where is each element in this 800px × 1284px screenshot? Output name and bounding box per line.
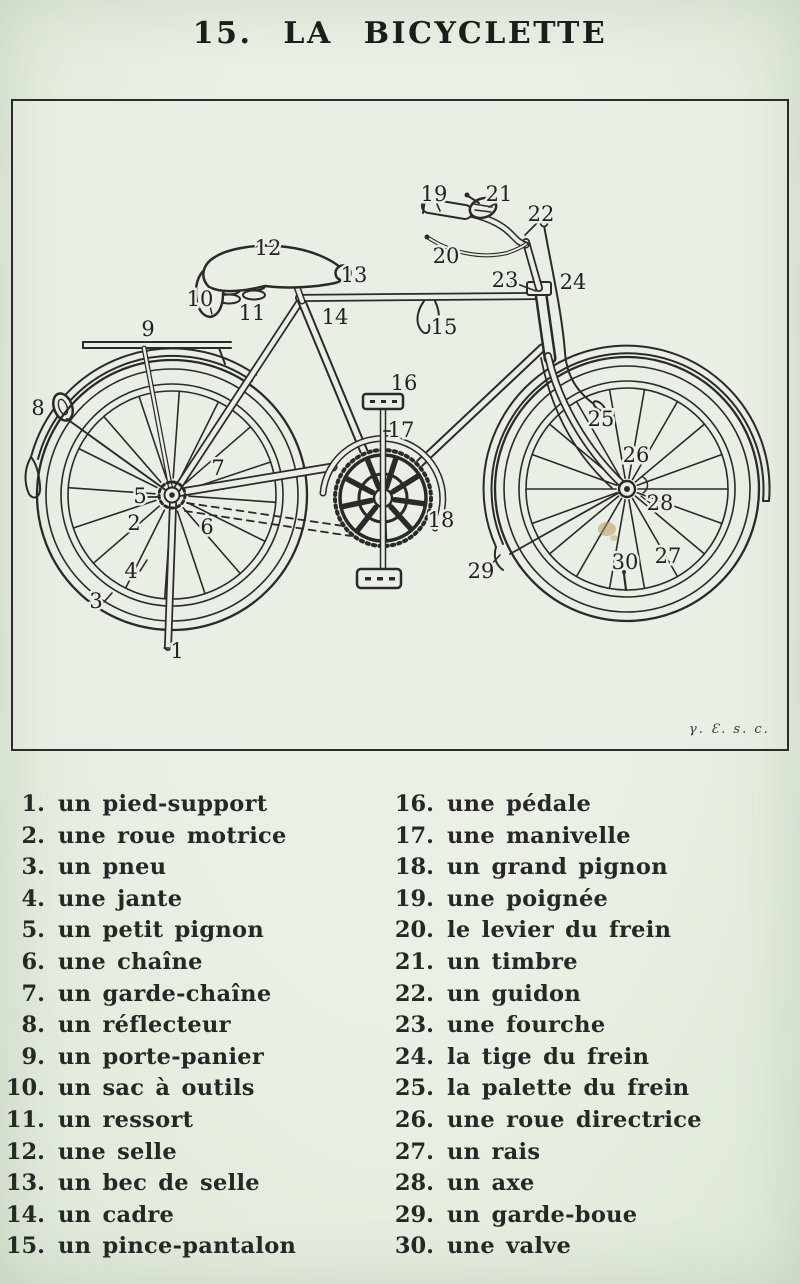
vocab-item [0, 949, 388, 981]
vocab-item [0, 1139, 388, 1171]
figure-callout-number: 17 [387, 418, 415, 442]
figure-callout-number: 27 [654, 544, 682, 568]
figure-callout-number: 13 [340, 263, 368, 287]
vocab-term: une valve [447, 1233, 572, 1260]
vocab-item [0, 886, 388, 918]
vocab-item [393, 917, 798, 949]
pedal-top [370, 400, 375, 403]
vocab-number: 24. [394, 1043, 434, 1070]
vocab-term: une roue motrice [58, 822, 287, 849]
vocab-term: une poignée [447, 885, 609, 912]
vocab-term: un axe [447, 1170, 535, 1197]
vocab-number: 4. [21, 885, 45, 912]
vocab-number: 14. [5, 1201, 45, 1228]
front-hub [624, 486, 630, 492]
figure-callout-number: 4 [124, 559, 138, 583]
figure-callout-number: 23 [491, 268, 519, 292]
figure-frame [11, 99, 789, 751]
trouser-clip [417, 301, 429, 333]
seat-stay [175, 300, 301, 492]
vocab-term: un garde-chaîne [58, 980, 272, 1007]
figure-signature: γ. Ɛ. s. c. [689, 722, 770, 737]
brake-lever [425, 235, 430, 240]
vocab-number: 25. [394, 1075, 434, 1102]
figure-callout-number: 25 [587, 407, 615, 431]
vocab-term: une fourche [447, 1012, 606, 1039]
vocab-number: 26. [394, 1106, 434, 1133]
vocab-item [393, 1044, 798, 1076]
spoke-line [189, 496, 276, 502]
vocab-number: 6. [21, 948, 45, 975]
vocab-item [0, 791, 388, 823]
vocab-number: 15. [5, 1233, 45, 1260]
vocab-number: 2. [21, 822, 45, 849]
vocab-item [393, 1107, 798, 1139]
page-title: 15. LA BICYCLETTE [192, 16, 608, 51]
vocab-item [393, 791, 798, 823]
vocab-item [0, 1044, 388, 1076]
pedal-top [381, 400, 386, 403]
vocab-number: 1. [21, 791, 45, 817]
vocab-term: une manivelle [447, 822, 631, 849]
vocab-number: 11. [5, 1106, 45, 1133]
figure-callout-number: 21 [485, 182, 513, 206]
vocab-term: un garde-boue [447, 1201, 638, 1228]
vocab-number: 27. [394, 1138, 434, 1165]
vocab-number: 13. [5, 1170, 45, 1197]
figure-callout-number: 30 [611, 550, 639, 574]
vocabulary-list-left [0, 791, 388, 1265]
figure-callout-number: 19 [420, 182, 448, 206]
figure-callout-number: 1 [170, 639, 184, 663]
vocab-term: le levier du frein [447, 917, 672, 944]
bicycle-figure [13, 101, 787, 749]
figure-callout-number: 8 [31, 396, 45, 420]
vocab-term: un grand pignon [447, 854, 668, 881]
vocab-term: un porte-panier [58, 1043, 265, 1070]
vocab-term: la tige du frein [447, 1043, 650, 1070]
vocab-item [0, 1107, 388, 1139]
vocab-number: 17. [394, 822, 434, 849]
vocab-item [393, 1012, 798, 1044]
vocab-item [0, 854, 388, 886]
pedal-bottom [389, 577, 395, 581]
pedal-top [392, 400, 397, 403]
vocab-number: 3. [21, 854, 45, 881]
vocab-term: une chaîne [58, 948, 203, 975]
vocab-term: un rais [447, 1138, 541, 1165]
vocab-number: 9. [21, 1043, 45, 1070]
vocab-term: un réflecteur [58, 1012, 231, 1039]
spoke-line [104, 417, 161, 483]
vocab-term: la palette du frein [447, 1075, 690, 1102]
vocab-item [0, 1202, 388, 1234]
vocab-number: 28. [394, 1170, 434, 1197]
vocab-term: un pneu [58, 854, 167, 881]
figure-callout-number: 12 [254, 236, 282, 260]
rear-hub [169, 492, 175, 498]
vocab-number: 22. [394, 980, 434, 1007]
vocab-number: 29. [394, 1201, 434, 1228]
vocab-item [393, 823, 798, 855]
figure-callout-number: 9 [141, 317, 155, 341]
vocab-number: 16. [394, 791, 434, 817]
vocab-number: 12. [5, 1138, 45, 1165]
saddle-spring [243, 291, 265, 300]
vocab-term: une jante [58, 885, 183, 912]
vocab-term: un sac à outils [58, 1075, 255, 1102]
figure-callout-number: 29 [467, 559, 495, 583]
handlebar-grip [429, 206, 465, 212]
vocab-term: un timbre [447, 948, 578, 975]
vocab-number: 10. [5, 1075, 45, 1102]
vocab-item [0, 1170, 388, 1202]
figure-callout-number: 6 [200, 515, 214, 539]
bell-clapper [465, 193, 470, 198]
spoke-line [610, 500, 626, 589]
vocab-term: un petit pignon [58, 917, 265, 944]
figure-callout-number: 24 [559, 270, 587, 294]
vocab-item [393, 981, 798, 1013]
figure-callout-number: 7 [211, 456, 225, 480]
spoke-line [173, 391, 179, 478]
figure-callout-number: 16 [390, 371, 418, 395]
vocab-item [393, 1233, 798, 1265]
vocab-item [0, 981, 388, 1013]
figure-callout-number: 22 [527, 202, 555, 226]
leader-line [140, 560, 147, 571]
pedal-bottom [377, 577, 383, 581]
figure-callout-number: 3 [89, 589, 103, 613]
vocab-number: 19. [394, 885, 434, 912]
vocab-number: 7. [21, 980, 45, 1007]
vocab-term: un pied-support [58, 791, 268, 817]
vocab-item [393, 886, 798, 918]
vocab-number: 20. [394, 917, 434, 944]
vocab-item [393, 949, 798, 981]
vocab-term: une selle [58, 1138, 177, 1165]
vocab-number: 21. [394, 948, 434, 975]
top-tube [299, 296, 537, 298]
vocab-term: un pince-pantalon [58, 1233, 297, 1260]
leader-line [104, 593, 112, 602]
paper-stain [610, 535, 618, 541]
pedal-bottom [365, 577, 371, 581]
vocab-item [0, 1012, 388, 1044]
figure-callout-number: 5 [133, 484, 147, 508]
vocab-item [393, 1139, 798, 1171]
spoke-line [633, 402, 678, 480]
vocab-item [393, 1202, 798, 1234]
vocab-term: un cadre [58, 1201, 175, 1228]
vocab-item [0, 1233, 388, 1265]
spoke-line [629, 500, 645, 589]
figure-callout-number: 11 [238, 301, 266, 325]
vocabulary-list-right [393, 791, 798, 1265]
figure-callout-number: 10 [186, 287, 214, 311]
figure-callout-number: 28 [646, 491, 674, 515]
vocab-term: un guidon [447, 980, 581, 1007]
vocab-number: 18. [394, 854, 434, 881]
figure-callout-number: 14 [321, 305, 349, 329]
vocab-number: 5. [21, 917, 45, 944]
vocab-number: 30. [394, 1233, 434, 1260]
vocab-number: 8. [21, 1012, 45, 1039]
vocab-item [393, 1075, 798, 1107]
paper-stain [598, 522, 616, 536]
vocab-term: un ressort [58, 1106, 194, 1133]
vocab-number: 23. [394, 1012, 434, 1039]
figure-callout-number: 18 [427, 508, 455, 532]
vocab-item [393, 854, 798, 886]
figure-callout-number: 20 [432, 244, 460, 268]
figure-callout-number: 15 [430, 315, 458, 339]
vocab-term: une roue directrice [447, 1106, 702, 1133]
vocab-term: une pédale [447, 791, 592, 817]
vocab-term: un bec de selle [58, 1170, 260, 1197]
vocab-item [393, 1170, 798, 1202]
vocab-item [0, 917, 388, 949]
vocab-item [0, 1075, 388, 1107]
valve [624, 574, 626, 590]
figure-callout-number: 26 [622, 443, 650, 467]
vocab-item [0, 823, 388, 855]
figure-callout-number: 2 [127, 511, 141, 535]
